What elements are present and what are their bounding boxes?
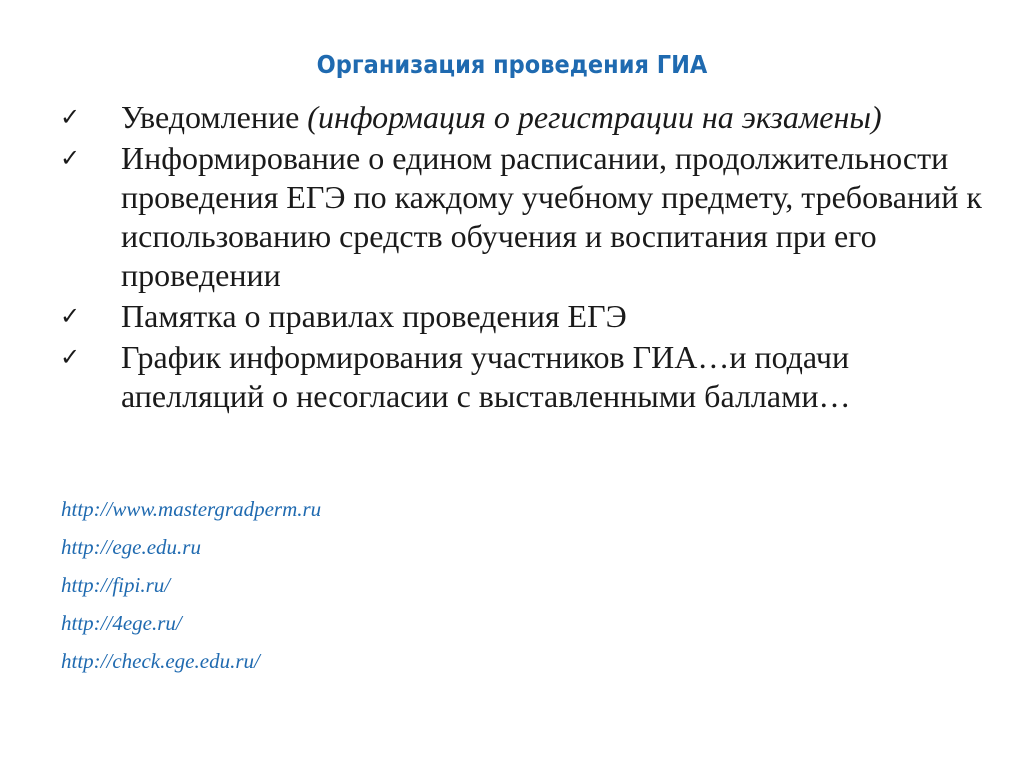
bullet-item-notification [60, 98, 990, 137]
link-ege-edu[interactable]: http://ege.edu.ru [61, 535, 201, 559]
bullet-item-memo [60, 297, 990, 336]
slide-title: Организация проведения ГИА [316, 50, 708, 79]
bullet-item-informing-schedule [60, 338, 990, 416]
bullet-text: Памятка о правилах проведения ЕГЭ [121, 298, 627, 334]
bullet-text: Информирование о едином расписании, продолжительности проведения ЕГЭ по каждому учебному предмету, требований к использованию средств обучения и воспитания при его проведении [121, 140, 982, 293]
link-4ege[interactable]: http://4ege.ru/ [61, 611, 182, 635]
bullet-text: График информирования участников ГИА…и подачи апелляций о несогласии с выставленными баллами… [121, 339, 851, 414]
check-icon: ✓ [60, 144, 81, 172]
bullet-note: (информация о регистрации на экзамены) [307, 99, 882, 135]
link-mastergradperm[interactable]: http://www.mastergradperm.ru [61, 497, 322, 521]
check-icon: ✓ [60, 343, 81, 371]
bullet-list [60, 98, 990, 418]
link-list [61, 490, 321, 680]
check-icon: ✓ [60, 302, 81, 330]
check-icon: ✓ [60, 103, 81, 131]
link-fipi[interactable]: http://fipi.ru/ [61, 573, 171, 597]
link-check-ege[interactable]: http://check.ege.edu.ru/ [61, 649, 260, 673]
bullet-text: Уведомление [121, 99, 308, 135]
bullet-item-schedule [60, 139, 990, 295]
